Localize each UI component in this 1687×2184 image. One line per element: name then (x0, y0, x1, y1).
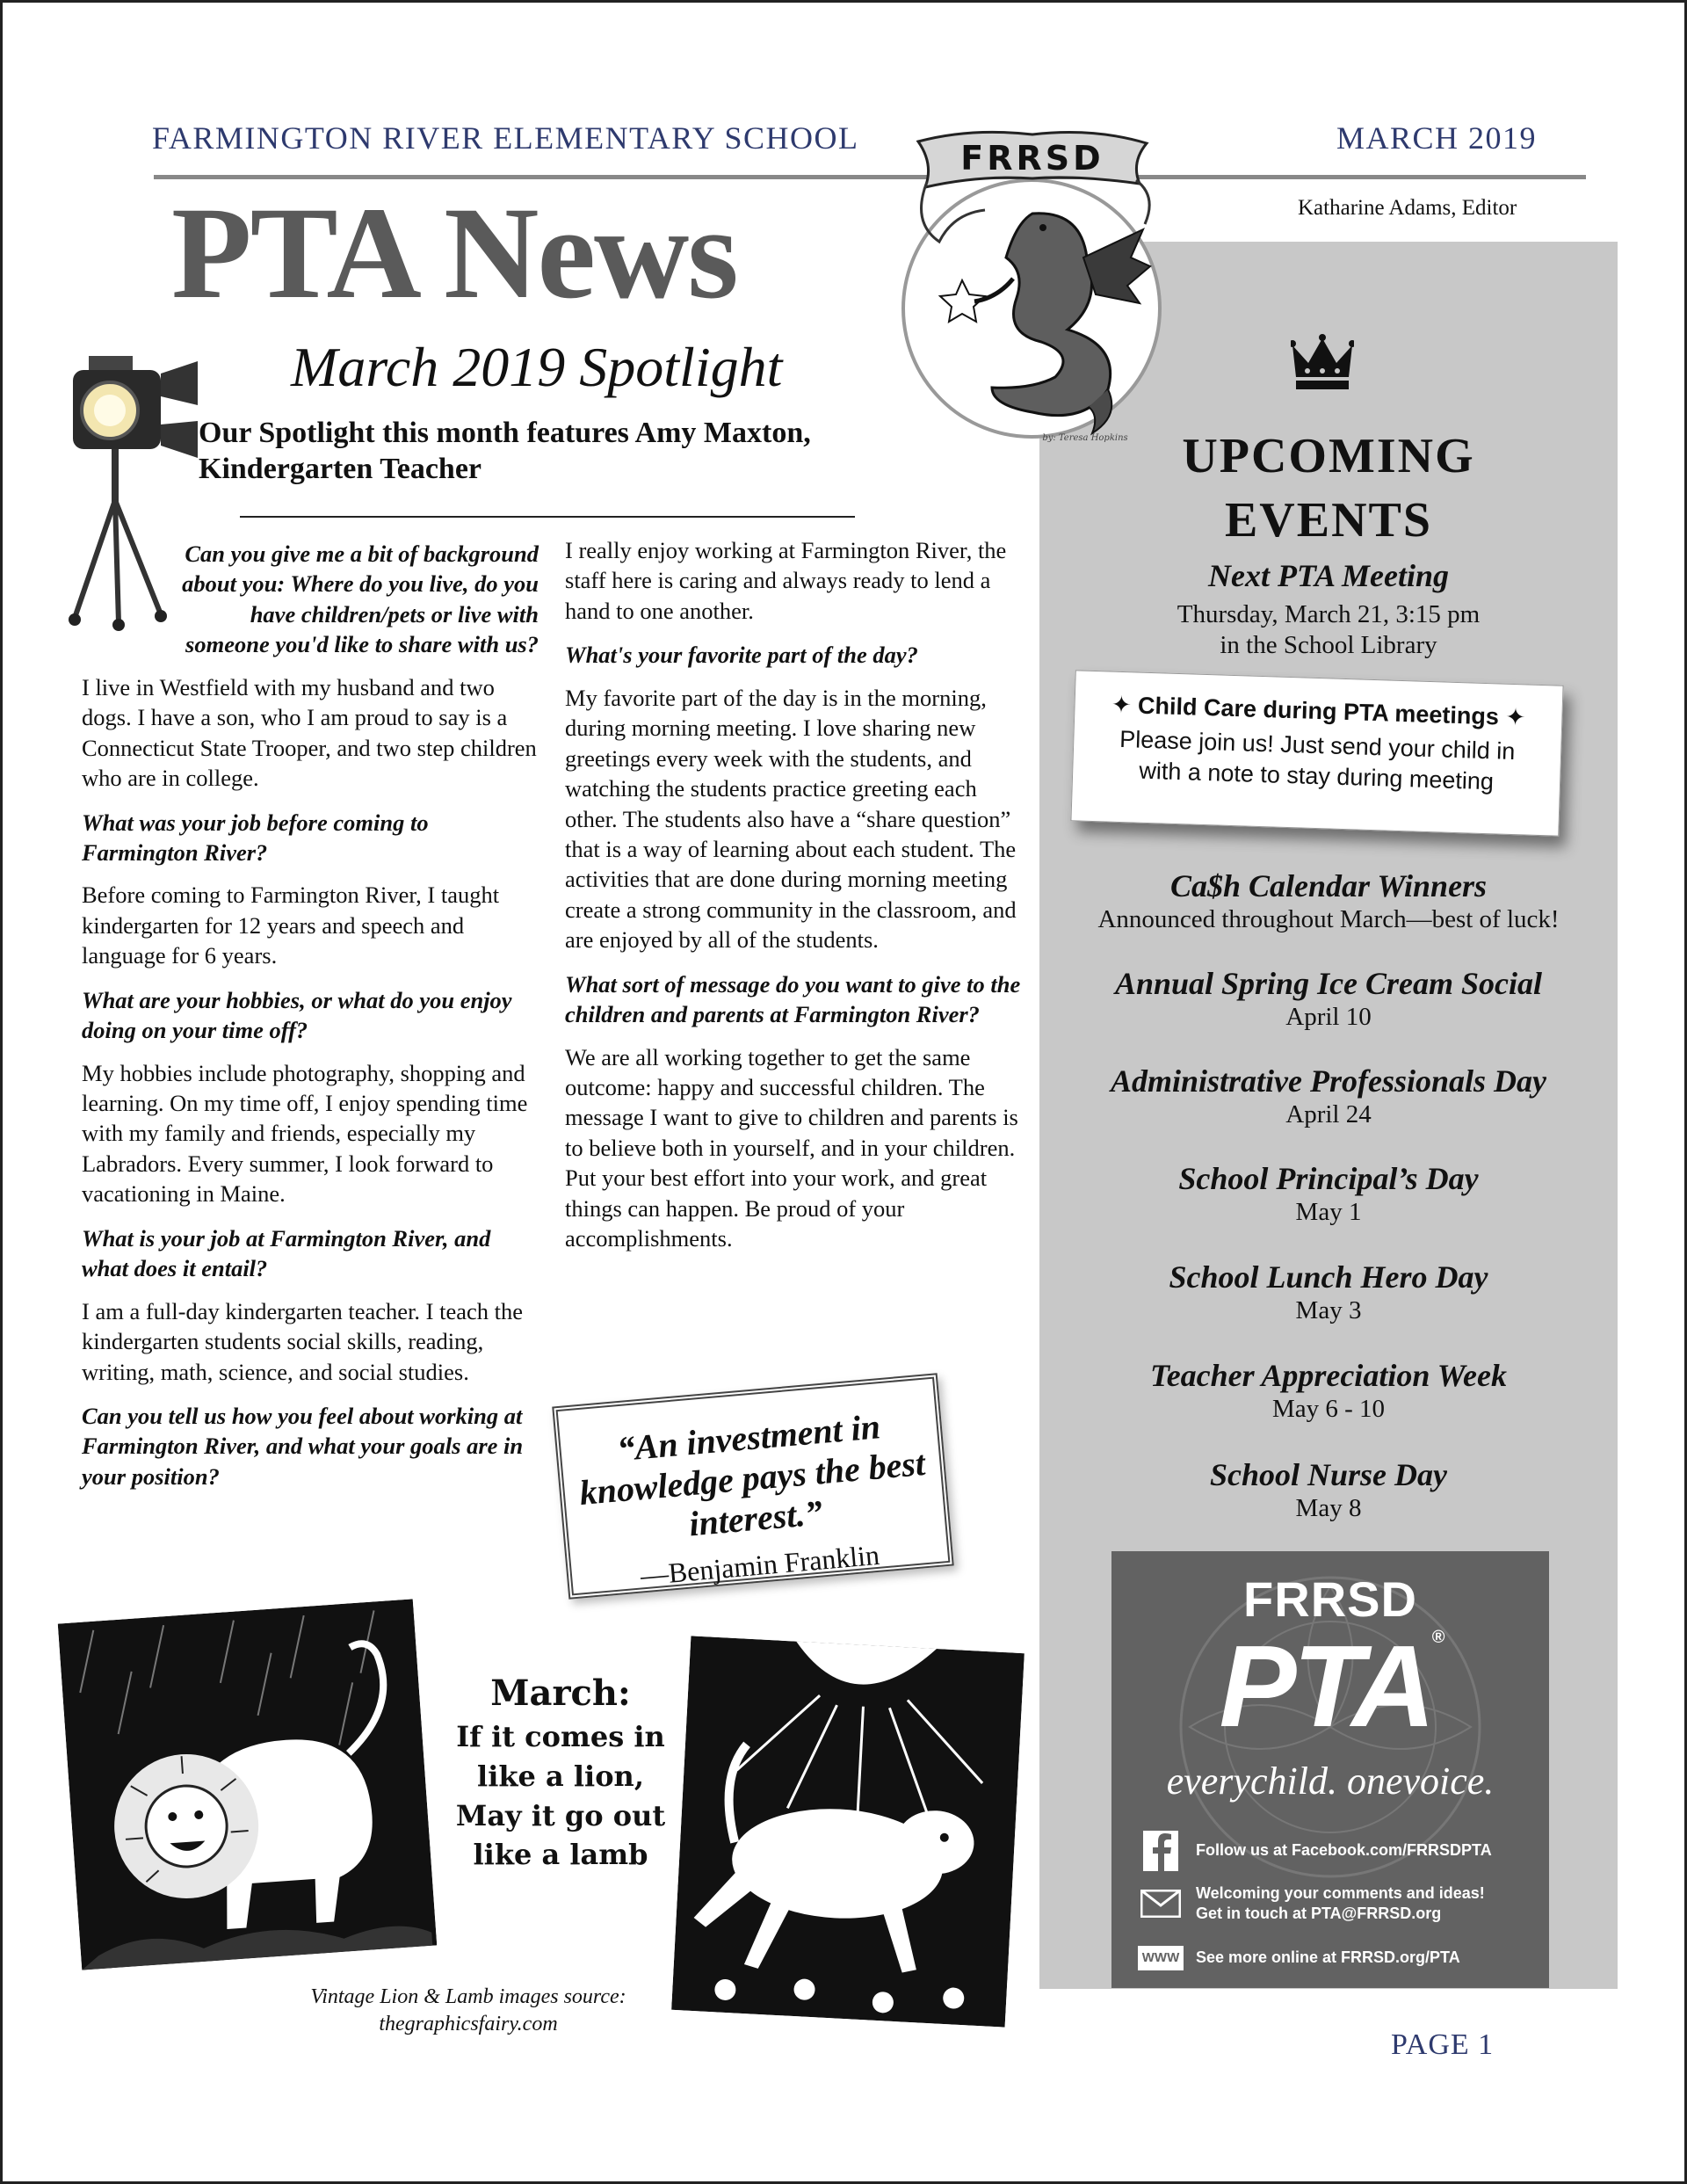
spotlight-title: March 2019 Spotlight (291, 336, 783, 398)
question: What sort of message do you want to give to the children and parents at Farmington River? (565, 970, 1021, 1028)
event-admin-professionals-day (1039, 1063, 1618, 1130)
answer: I really enjoy working at Farmington River, the staff here is caring and always ready to lend a hand to one another. (565, 537, 1007, 624)
answer: We are all working together to get the same outcome: happy and successful children. The message I want to give to children and parents is to believe both in yourself, and in your children. Put your best effort into your work, and great things can happen. Be proud of your accomplishments. (565, 1043, 1018, 1252)
event-location: in the School Library (1220, 631, 1437, 660)
event-ice-cream-social (1039, 966, 1618, 1033)
question: What's your favorite part of the day? (565, 642, 918, 669)
answer: I am a full-day kindergarten teacher. I teach the kindergarten students social skills, reading, writing, math, science, and social studies. (82, 1297, 524, 1385)
logo-signature: by: Teresa Hopkins (1042, 433, 1128, 443)
event-date: Thursday, March 21, 3:15 pm (1177, 600, 1481, 629)
event-next-meeting (1039, 558, 1618, 661)
logo-banner-text: FRRSD (960, 139, 1104, 178)
childcare-body: Please join us! Just send your child in with a note to stay during meeting (1119, 725, 1516, 795)
upcoming-events-heading: UPCOMING EVENTS (1182, 429, 1475, 548)
pta-tagline: everychild. onevoice. (1166, 1760, 1495, 1803)
facebook-icon (1138, 1831, 1184, 1871)
event-date: May 6 - 10 (1271, 1395, 1386, 1424)
event-title: School Principal’s Day (1178, 1161, 1479, 1196)
answer: I live in Westfield with my husband and two dogs. I have a son, who I am proud to say is a Connecticut State Trooper, and two step children who are in college. (82, 673, 537, 792)
facebook-link[interactable]: Follow us at Facebook.com/FRRSDPTA (1196, 1841, 1492, 1860)
question: What are your hobbies, or what do you enjoy doing on your time off? (82, 986, 512, 1044)
march-poem (429, 1672, 692, 1875)
crown-icon (1291, 333, 1354, 393)
www-icon: WWW (1138, 1938, 1184, 1978)
lamb-illustration (671, 1636, 1025, 2027)
masthead-title: PTA News (171, 180, 737, 326)
email-contact[interactable]: Welcoming your comments and ideas! Get in touch at PTA@FRRSD.org (1196, 1884, 1485, 1923)
question: What is your job at Farmington River, and what does it entail? (82, 1224, 491, 1282)
article-column-2 (565, 535, 1022, 1268)
franklin-quote-card (552, 1373, 953, 1600)
event-date: May 8 (1295, 1494, 1362, 1523)
event-date: May 1 (1295, 1198, 1362, 1227)
event-date: April 10 (1285, 1003, 1372, 1032)
quote-text: “An investment in knowledge pays the best interest.” (577, 1406, 927, 1544)
article-column-1 (82, 539, 539, 1504)
event-cash-calendar (1039, 868, 1618, 935)
pta-info-box (1111, 1551, 1549, 1988)
pta-logo-text: PTA® (1219, 1622, 1442, 1751)
event-title: School Nurse Day (1209, 1457, 1448, 1492)
event-title: Annual Spring Ice Cream Social (1114, 966, 1543, 1001)
event-lunch-hero-day (1039, 1259, 1618, 1326)
pta-frrsd-label: FRRSD (1243, 1571, 1417, 1627)
email-row[interactable] (1138, 1883, 1547, 1925)
childcare-title: ✦ Child Care during PTA meetings ✦ (1111, 691, 1526, 731)
spotlight-intro: Our Spotlight this month features Amy Maxton, Kindergarten Teacher (199, 417, 811, 485)
question: Can you give me a bit of background about you: Where do you live, do you have children/pets or live with someone you'd like to share with us? (182, 541, 539, 658)
lion-illustration (58, 1599, 438, 1970)
answer: My hobbies include photography, shopping and learning. On my time off, I enjoy spending time with my family and friends, especially my Labradors. Every summer, I look forward to vacationing in Maine. (82, 1059, 528, 1208)
envelope-icon (1138, 1883, 1184, 1924)
event-teacher-appreciation-week (1039, 1358, 1618, 1425)
quote-author: —Benjamin Franklin (639, 1538, 881, 1592)
event-date: May 3 (1295, 1296, 1362, 1325)
frrsd-dragon-logo (901, 126, 1162, 449)
question: What was your job before coming to Farmington River? (82, 809, 429, 866)
event-school-nurse-day (1039, 1457, 1618, 1524)
image-credit: Vintage Lion & Lamb images source: thegraphicsfairy.com (310, 1985, 626, 2036)
website-row[interactable] (1138, 1938, 1547, 1978)
editor-credit: Katharine Adams, Editor (1298, 196, 1517, 220)
poem-title: March: (490, 1672, 631, 1714)
school-name: FARMINGTON RIVER ELEMENTARY SCHOOL (152, 120, 859, 156)
event-title: Teacher Appreciation Week (1150, 1358, 1507, 1393)
header-divider (154, 175, 1586, 179)
page-number: PAGE 1 (1391, 2028, 1495, 2061)
question: Can you tell us how you feel about working at Farmington River, and what your goals are in your position? (82, 1402, 524, 1490)
event-date: April 24 (1285, 1100, 1372, 1129)
answer: Before coming to Farmington River, I taught kindergarten for 12 years and speech and language for 6 years. (82, 882, 500, 969)
facebook-row[interactable] (1138, 1831, 1547, 1871)
poem-lines: If it comes in like a lion, May it go out like a lamb (455, 1720, 666, 1872)
answer: My favorite part of the day is in the morning, during morning meeting. I love sharing new greetings every week with the students, and watching the students practice greeting each other. The students also have a “share question” that is a way of learning about each student. The activities that are done during morning meeting create a strong community in the classroom, and are enjoyed by all of the students. (565, 684, 1017, 954)
intro-divider (240, 516, 855, 518)
childcare-notice (1070, 670, 1563, 836)
event-date: Announced throughout March—best of luck! (1097, 905, 1560, 934)
event-title: Ca$h Calendar Winners (1169, 868, 1488, 903)
issue-date: MARCH 2019 (1336, 120, 1538, 156)
event-title: School Lunch Hero Day (1169, 1259, 1488, 1295)
event-title: Administrative Professionals Day (1110, 1063, 1547, 1099)
event-title: Next PTA Meeting (1208, 558, 1449, 593)
event-principals-day (1039, 1161, 1618, 1228)
website-link[interactable]: See more online at FRRSD.org/PTA (1196, 1948, 1460, 1967)
